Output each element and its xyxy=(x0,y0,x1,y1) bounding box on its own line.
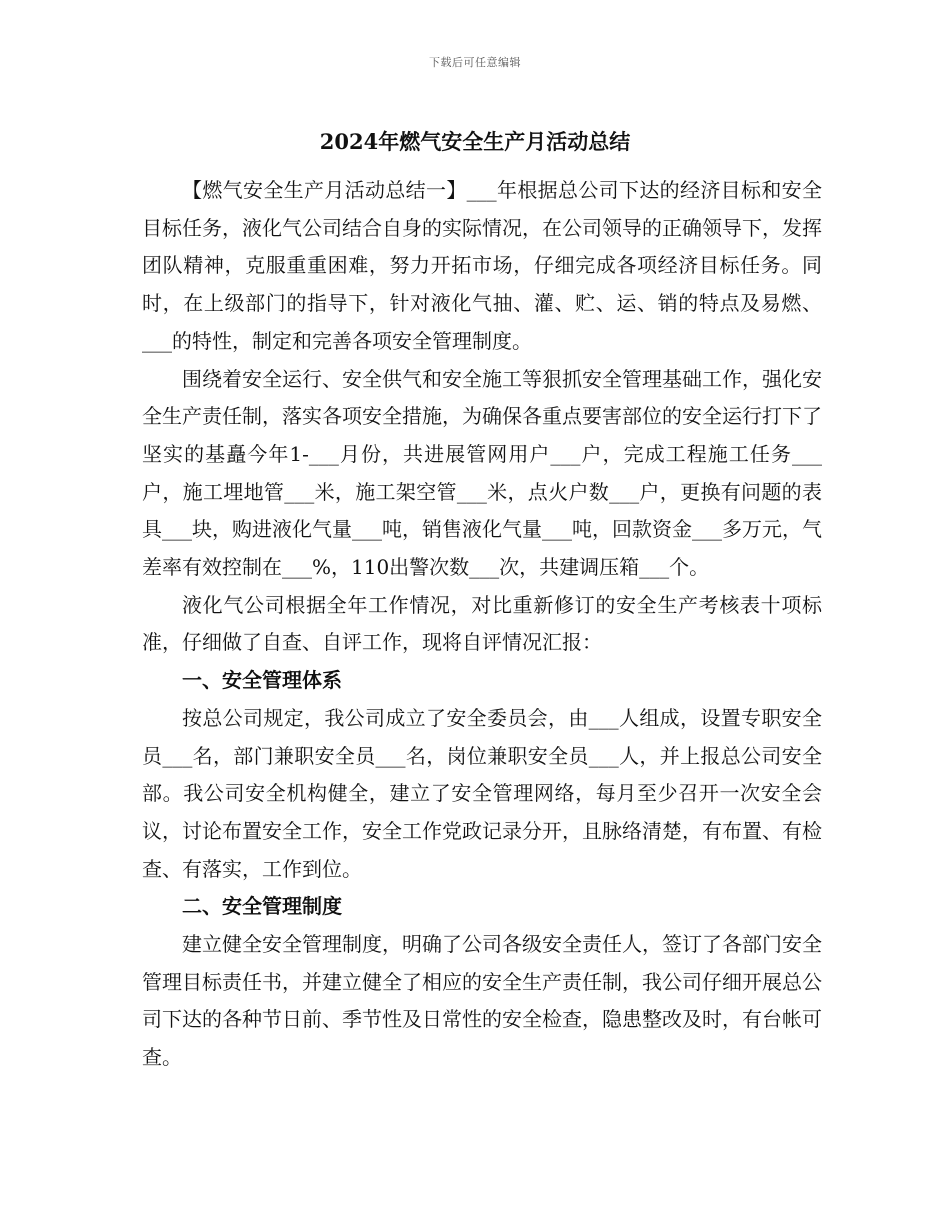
document-body xyxy=(142,172,822,1077)
section-heading-management-system: 一、安全管理体系 xyxy=(182,668,342,693)
paragraph-management-system: 按总公司规定，我公司成立了安全委员会，由___人组成，设置专职安全员___名，部门兼职安全员___名，岗位兼职安全员___人，并上报总公司安全部。我公司安全机构健全，建立了安全管理网络，每月至少召开一次安全会议，讨论布置安全工作，安全工作党政记录分开，且脉络清楚，有布置、有检查、有落实，工作到位。 xyxy=(142,705,822,881)
document-title: 2024年燃气安全生产月活动总结 xyxy=(319,129,631,154)
section-heading-management-rules: 二、安全管理制度 xyxy=(182,894,342,919)
paragraph-intro: 【燃气安全生产月活动总结一】___年根据总公司下达的经济目标和安全目标任务，液化气公司结合自身的实际情况，在公司领导的正确领导下，发挥团队精神，克服重重困难，努力开拓市场，仔细完成各项经济目标任务。同时，在上级部门的指导下，针对液化气抽、灌、贮、运、销的特点及易燃、___的特性，制定和完善各项安全管理制度。 xyxy=(142,178,822,353)
paragraph-work-summary: 围绕着安全运行、安全供气和安全施工等狠抓安全管理基础工作，强化安全生产责任制，落实各项安全措施，为确保各重点要害部位的安全运行打下了坚实的基矗今年1-___月份，共进展管网用户___户，完成工程施工任务___户，施工埋地管___米，施工架空管___米，点火户数___户，更换有问题的表具___块，购进液化气量___吨，销售液化气量___吨，回款资金___多万元，气差率有效控制在___%，110出警次数___次，共建调压箱___个。 xyxy=(142,366,822,580)
paragraph-self-assessment: 液化气公司根据全年工作情况，对比重新修订的安全生产考核表十项标准，仔细做了自查、自评工作，现将自评情况汇报： xyxy=(142,592,822,655)
header-note: 下载后可任意编辑 xyxy=(429,56,521,69)
paragraph-management-rules: 建立健全安全管理制度，明确了公司各级安全责任人，签订了各部门安全管理目标责任书，并建立健全了相应的安全生产责任制，我公司仔细开展总公司下达的各种节日前、季节性及日常性的安全检查，隐患整改及时，有台帐可查。 xyxy=(142,932,822,1070)
